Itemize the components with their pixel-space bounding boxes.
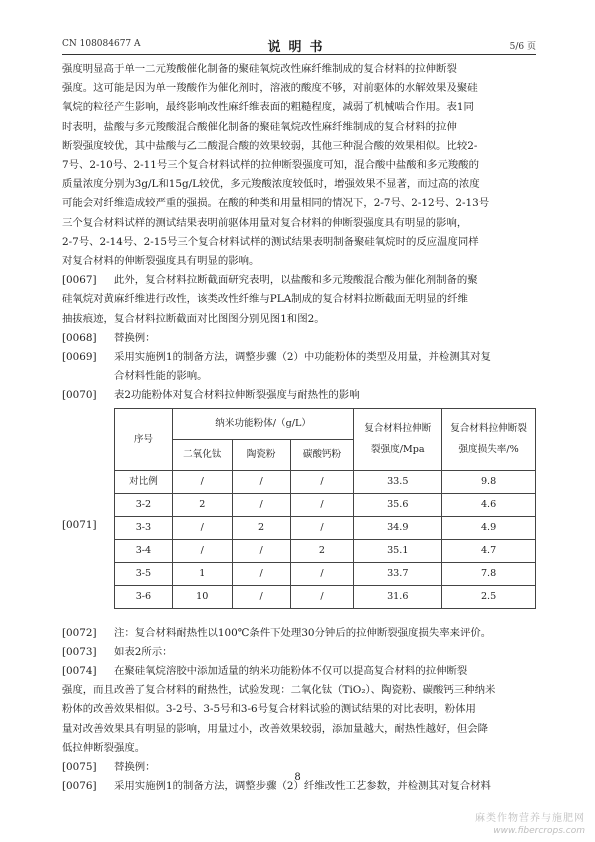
paragraph-first-line: 此外，复合材料拉断截面研究表明，以盐酸和多元羧酸混合酸为催化剂制备的聚 — [114, 274, 478, 287]
cell-ceramic: 2 — [232, 516, 290, 539]
document-title: 说明书 — [267, 40, 331, 55]
cell-tio2: / — [172, 516, 232, 539]
text-line: 硅氧烷对黄麻纤维进行改性，该类改性纤维与PLA制成的复合材料拉断截面无明显的纤维 — [62, 293, 468, 306]
cell-caco3: / — [290, 493, 354, 516]
powder-effect-table — [114, 408, 536, 609]
text-line: 强度，而且改善了复合材料的耐热性，试验发现：二氧化钛（TiO₂）、陶瓷粉、碳酸钙三种纳米 — [62, 684, 496, 697]
table-row — [115, 493, 536, 516]
header-powder-group: 纳米功能粉体/（g/L） — [172, 408, 354, 439]
cell-id: 3-2 — [115, 493, 173, 516]
cell-strength: 33.7 — [354, 562, 442, 585]
indent-spacer — [62, 367, 114, 386]
watermark-title: 麻类作物营养与施肥网 — [475, 813, 585, 824]
header-ceramic: 陶瓷粉 — [232, 439, 290, 470]
paragraph-0067 — [62, 271, 536, 290]
paragraph-number: [0071] — [62, 518, 97, 531]
cell-strength: 35.6 — [354, 493, 442, 516]
cell-tio2: / — [172, 470, 232, 493]
text-line: 7号、2-10号、2-11号三个复合材料试样的拉伸断裂强度可知，混合酸中盐酸和多元羧酸的 — [62, 159, 479, 172]
paragraph-number: [0072] — [62, 626, 97, 639]
intro-paragraph — [62, 60, 536, 271]
text-line: 断裂强度较优，其中盐酸与乙二酸混合酸的效果较弱，其他三种混合酸的效果相似。比较2- — [62, 139, 478, 152]
paragraph-number: [0076] — [62, 780, 97, 793]
text-line: 对复合材料的伸断裂强度具有明显的影响。 — [62, 255, 260, 268]
text-line: 可能会对纤维造成较严重的强损。在酸的种类和用量相同的情况下，2-7号、2-12号、2-13号 — [62, 197, 490, 210]
cell-strength: 31.6 — [354, 585, 442, 608]
cell-loss: 2.5 — [442, 585, 536, 608]
cell-id: 3-3 — [115, 516, 173, 539]
header-seq: 序号 — [115, 408, 173, 470]
text-line: 三个复合材料试样的测试结果表明前驱体用量对复合材料的伸断裂强度具有明显的影响， — [62, 216, 468, 229]
paragraph-first-line: 在聚硅氧烷溶胶中添加适量的纳米功能粉体不仅可以提高复合材料的拉伸断裂 — [114, 665, 468, 678]
paragraph-text: 替换例： — [114, 761, 156, 774]
text-line: 时表明，盐酸与多元羧酸混合酸催化制备的聚硅氧烷改性麻纤维制成的复合材料的拉伸 — [62, 120, 457, 133]
cell-tio2: 10 — [172, 585, 232, 608]
cell-loss: 4.7 — [442, 539, 536, 562]
text-line: 低拉伸断裂强度。 — [62, 741, 146, 754]
cell-tio2: 1 — [172, 562, 232, 585]
cell-caco3: / — [290, 470, 354, 493]
paragraph-number: [0068] — [62, 331, 97, 344]
table-row — [115, 516, 536, 539]
watermark-url: www.fibercrops.com — [493, 826, 585, 836]
cell-caco3: / — [290, 516, 354, 539]
cell-strength: 34.9 — [354, 516, 442, 539]
paragraph-0069-continued — [62, 367, 536, 386]
text-line: 合材料性能的影响。 — [114, 370, 208, 383]
text-line: 抽拔痕迹，复合材料拉断截面对比图图分别见图1和图2。 — [62, 312, 325, 325]
table-caption: 表2功能粉体对复合材料拉伸断裂强度与耐热性的影响 — [114, 389, 360, 402]
table-row — [115, 539, 536, 562]
paragraph-number: [0075] — [62, 761, 97, 774]
text-line: 氧烷的粒径产生影响，最终影响改性麻纤维表面的粗糙程度，减弱了机械啮合作用。表1同 — [62, 101, 474, 114]
paragraph-number: [0070] — [62, 389, 97, 402]
site-watermark — [475, 813, 585, 837]
cell-ceramic: / — [232, 539, 290, 562]
paragraph-number: [0067] — [62, 274, 97, 287]
cell-caco3: / — [290, 585, 354, 608]
cell-strength: 35.1 — [354, 539, 442, 562]
header-loss-line2: 强度损失率/% — [458, 444, 519, 456]
paragraph-number: [0073] — [62, 645, 97, 658]
paragraph-0068 — [62, 329, 536, 348]
cell-id: 3-6 — [115, 585, 173, 608]
paragraph-text: 如表2所示： — [114, 645, 173, 658]
table-row — [115, 585, 536, 608]
text-line: 粉体的改善效果相似。3-2号、3-5号和3-6号复合材料试验的测试结果的对比表明，粉体用 — [62, 703, 476, 716]
paragraph-0072 — [62, 624, 536, 643]
cell-loss: 4.6 — [442, 493, 536, 516]
header-strength — [354, 408, 442, 470]
table-block — [62, 408, 536, 624]
cell-ceramic: / — [232, 470, 290, 493]
text-line: 强度明显高于单一二元羧酸催化制备的聚硅氧烷改性麻纤维制成的复合材料的拉伸断裂 — [62, 63, 457, 75]
cell-id: 3-5 — [115, 562, 173, 585]
paragraph-0074 — [62, 662, 536, 681]
text-line: 2-7号、2-14号、2-15号三个复合材料试样的测试结果表明制备聚硅氧烷时的反应温度同样 — [62, 235, 479, 248]
cell-id: 3-4 — [115, 539, 173, 562]
text-line: 量对改善效果具有明显的影响，用量过小，改善效果较弱，添加量越大，耐热性越好，但会降 — [62, 722, 489, 735]
text-line: 强度。这可能是因为单一羧酸作为催化剂时，溶液的酸度不够，对前驱体的水解效果及聚硅 — [62, 82, 478, 95]
page-number: 8 — [294, 772, 301, 783]
cell-loss: 7.8 — [442, 562, 536, 585]
cell-tio2: 2 — [172, 493, 232, 516]
cell-id: 对比例 — [115, 470, 173, 493]
paragraph-0070 — [62, 386, 536, 405]
cell-tio2: / — [172, 539, 232, 562]
cell-caco3: 2 — [290, 539, 354, 562]
cell-strength: 33.5 — [354, 470, 442, 493]
paragraph-0069 — [62, 348, 536, 367]
header-loss — [442, 408, 536, 470]
cell-loss: 4.9 — [442, 516, 536, 539]
header-strength-line1: 复合材料拉伸断 — [364, 423, 432, 435]
cell-ceramic: / — [232, 585, 290, 608]
page-ratio: 5/6 页 — [509, 42, 536, 52]
cell-ceramic: / — [232, 562, 290, 585]
paragraph-first-line: 采用实施例1的制备方法，调整步骤（2）中功能粉体的类型及用量，并检测其对复 — [114, 351, 491, 364]
header-tio2: 二氧化钛 — [172, 439, 232, 470]
table-row — [115, 562, 536, 585]
document-body — [62, 60, 536, 796]
paragraph-number: [0069] — [62, 351, 97, 364]
table-header-row — [115, 408, 536, 439]
paragraph-0073 — [62, 643, 536, 662]
cell-loss: 9.8 — [442, 470, 536, 493]
paragraph-number: [0074] — [62, 665, 97, 678]
table-note: 注：复合材料耐热性以100℃条件下处理30分钟后的拉伸断裂强度损失率来评价。 — [114, 626, 492, 639]
paragraph-text: 替换例： — [114, 331, 156, 344]
cell-caco3: / — [290, 562, 354, 585]
publication-number: CN 108084677 A — [62, 39, 141, 49]
text-line: 质量浓度分别为3g/L和15g/L较优，多元羧酸浓度较低时，增强效果不显著，而过高的浓度 — [62, 178, 480, 191]
header-loss-line1: 复合材料拉伸断裂 — [450, 423, 527, 435]
header-strength-line2: 裂强度/Mpa — [370, 444, 425, 456]
paragraph-text: 采用实施例1的制备方法，调整步骤（2）纤维改性工艺参数，并检测其对复合材料 — [114, 780, 491, 793]
cell-ceramic: / — [232, 493, 290, 516]
table-row — [115, 470, 536, 493]
header-caco3: 碳酸钙粉 — [290, 439, 354, 470]
page-header — [62, 36, 536, 55]
